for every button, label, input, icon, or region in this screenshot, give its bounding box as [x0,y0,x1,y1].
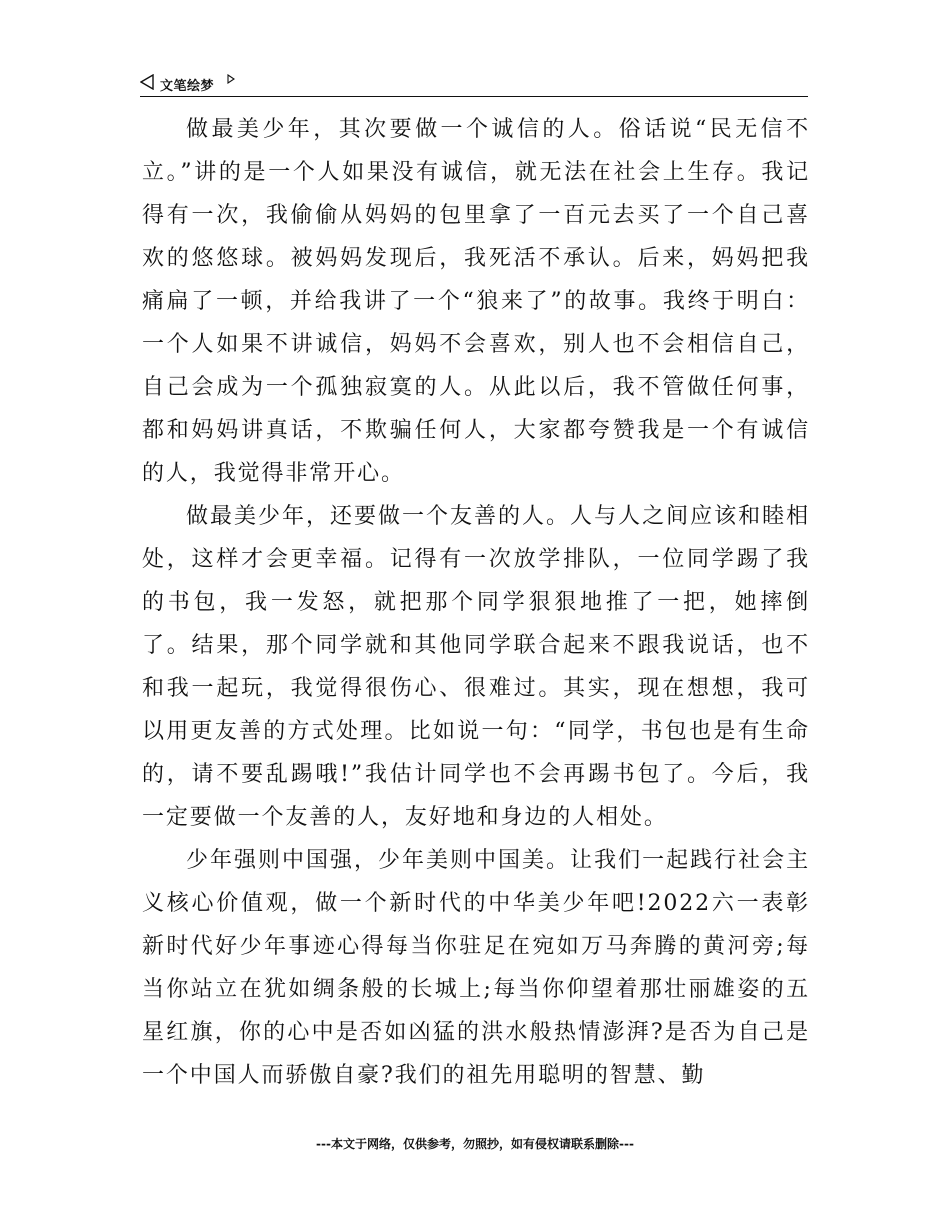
paragraph-integrity: 做最美少年，其次要做一个诚信的人。俗话说“民无信不立。”讲的是一个人如果没有诚信，就无法在社会上生存。我记得有一次，我偷偷从妈妈的包里拿了一百元去买了一个自己喜欢的悠悠球。被妈妈发现后，我死活不承认。后来，妈妈把我痛扁了一顿，并给我讲了一个“狼来了”的故事。我终于明白：一个人如果不讲诚信，妈妈不会喜欢，别人也不会相信自己，自己会成为一个孤独寂寞的人。从此以后，我不管做任何事，都和妈妈讲真话，不欺骗任何人，大家都夸赞我是一个有诚信的人，我觉得非常开心。 [142,117,810,486]
footer-notice: ---本文于网络，仅供参考，勿照抄，如有侵权请联系删除--- [316,1137,634,1151]
paragraph-conclusion: 少年强则中国强，少年美则中国美。让我们一起践行社会主义核心价值观，做一个新时代的中华美少年吧!2022六一表彰新时代好少年事迹心得每当你驻足在宛如万马奔腾的黄河旁;每当你站立在犹如绸条般的长城上;每当你仰望着那壮丽雄姿的五星红旗，你的心中是否如凶猛的洪水般热情澎湃?是否为自己是一个中国人而骄傲自豪?我们的祖先用聪明的智慧、勤 [142,848,810,1088]
paragraph-kindness: 做最美少年，还要做一个友善的人。人与人之间应该和睦相处，这样才会更幸福。记得有一次放学排队，一位同学踢了我的书包，我一发怒，就把那个同学狠狠地推了一把，她摔倒了。结果，那个同学就和其他同学联合起来不跟我说话，也不和我一起玩，我觉得很伤心、很难过。其实，现在想想，我可以用更友善的方式处理。比如说一句：“同学，书包也是有生命的，请不要乱踢哦!”我估计同学也不会再踢书包了。今后，我一定要做一个友善的人，友好地和身边的人相处。 [142,504,810,830]
triangle-left-icon [140,74,154,90]
triangle-right-icon [227,74,235,84]
document-body [142,108,810,1097]
header-title: 文笔绘梦 [160,79,215,94]
page-header [140,70,808,97]
